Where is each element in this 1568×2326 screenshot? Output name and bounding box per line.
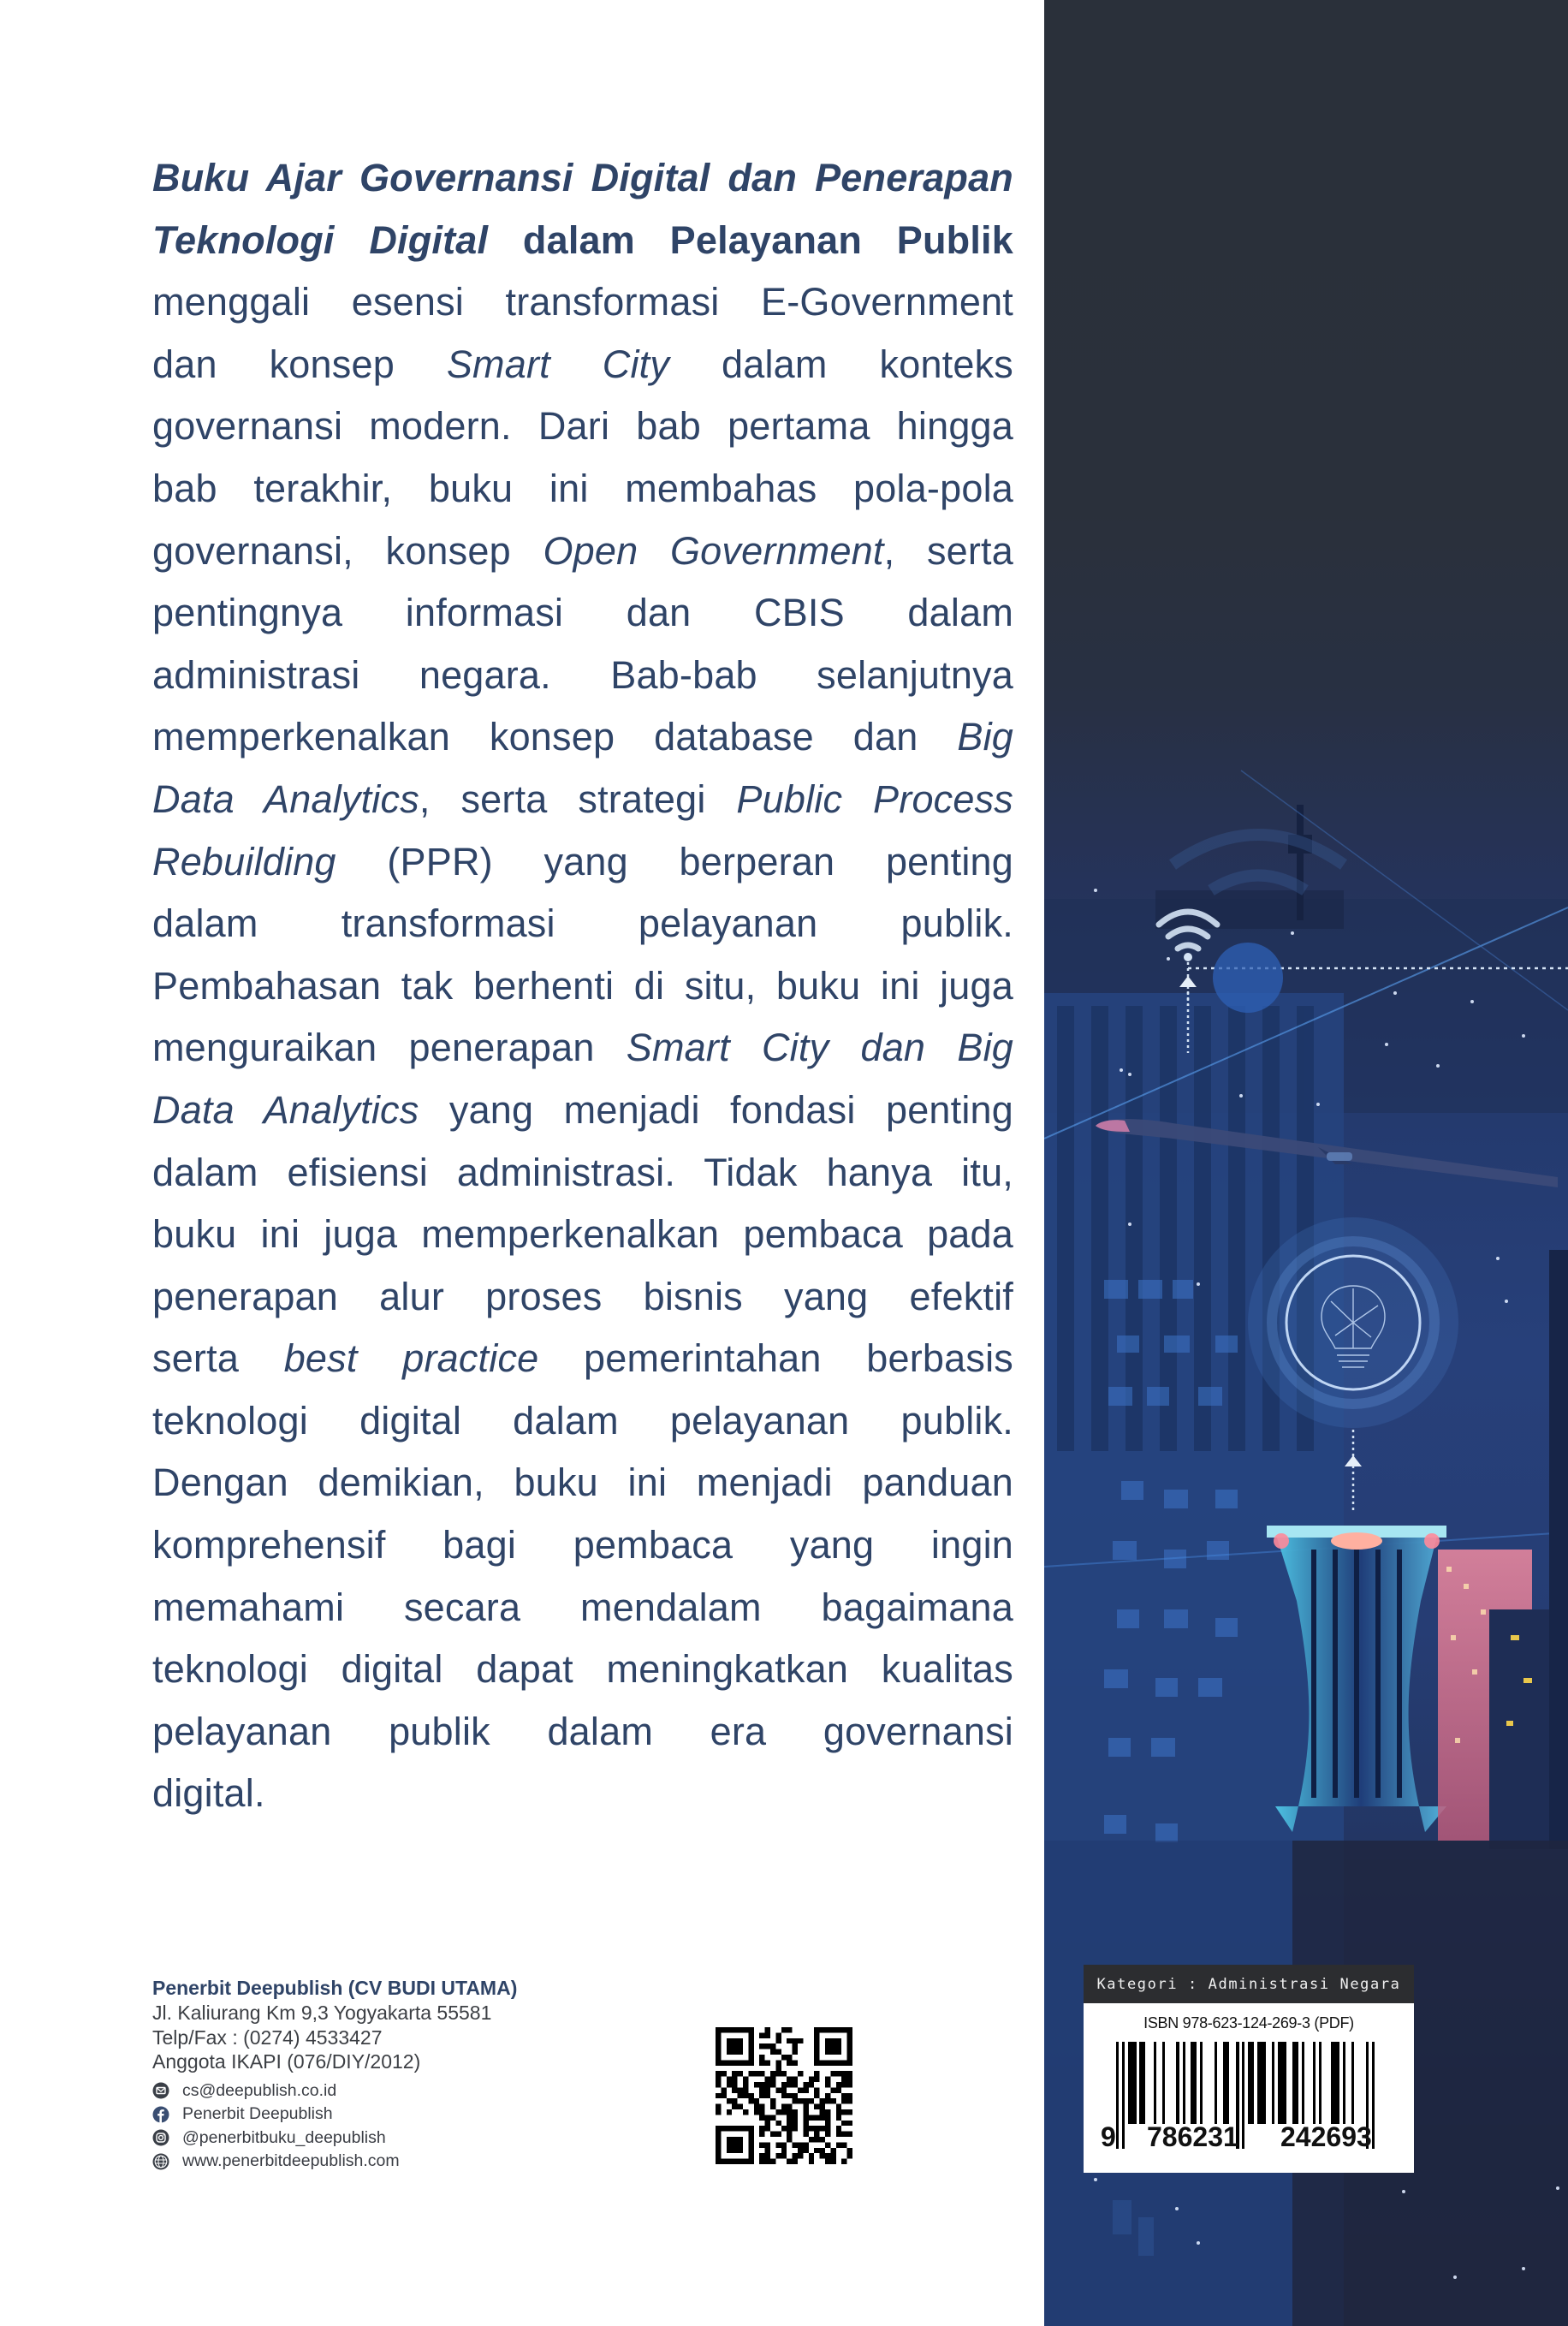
barcode-area bbox=[1084, 2003, 1414, 2173]
description-segment: , serta strategi bbox=[419, 776, 737, 821]
description-line bbox=[152, 334, 1013, 396]
description-line bbox=[152, 210, 1013, 272]
description-line bbox=[152, 1266, 1013, 1329]
description-segment: yang menjadi fondasi penting bbox=[419, 1087, 1014, 1132]
category-band: Kategori : Administrasi Negara bbox=[1084, 1965, 1414, 2003]
contact-facebook[interactable] bbox=[152, 2103, 517, 2127]
qr-code[interactable] bbox=[716, 2027, 852, 2164]
description-line bbox=[152, 1328, 1013, 1390]
instagram-icon bbox=[152, 2129, 169, 2146]
description-line bbox=[152, 1763, 1013, 1825]
description-segment: best practice bbox=[283, 1336, 539, 1381]
publisher-name: Penerbit Deepublish (CV BUDI UTAMA) bbox=[152, 1977, 518, 1999]
publisher-membership: Anggota IKAPI (076/DIY/2012) bbox=[152, 2050, 421, 2073]
description-segment: dalam konteks bbox=[669, 342, 1013, 386]
contact-instagram[interactable] bbox=[152, 2127, 517, 2151]
contact-facebook-text: Penerbit Deepublish bbox=[182, 2104, 333, 2124]
description-segment: Buku Ajar Governansi Digital dan Penerapan bbox=[152, 156, 1013, 199]
description-segment: serta bbox=[152, 1336, 284, 1381]
barcode-digits-left: 786231 bbox=[1147, 2121, 1238, 2152]
description-line bbox=[152, 271, 1013, 334]
description-line bbox=[152, 1204, 1013, 1266]
description-segment: menguraikan penerapan bbox=[152, 1026, 627, 1070]
description-segment: digital. bbox=[152, 1771, 265, 1816]
description-segment: Data Analytics bbox=[152, 776, 419, 821]
barcode-digits-right: 242693 bbox=[1280, 2121, 1372, 2152]
description-line bbox=[152, 893, 1013, 955]
web-icon bbox=[152, 2153, 169, 2170]
description-segment: Data Analytics bbox=[152, 1087, 419, 1132]
description-line bbox=[152, 1514, 1013, 1577]
description-line bbox=[152, 582, 1013, 645]
contact-website[interactable] bbox=[152, 2150, 517, 2174]
description-segment: Open Government bbox=[543, 528, 884, 573]
description-segment: Pembahasan tak berhenti di situ, buku ini juga bbox=[152, 963, 1013, 1008]
description-line bbox=[152, 521, 1013, 583]
description-line bbox=[152, 1390, 1013, 1453]
description-segment: Big bbox=[957, 715, 1013, 759]
description-segment: bab terakhir, buku ini membahas pola-pola bbox=[152, 466, 1013, 510]
description-segment: (PPR) yang berperan penting bbox=[336, 839, 1013, 883]
description-line bbox=[152, 1017, 1013, 1080]
barcode-digit-prefix: 9 bbox=[1101, 2121, 1116, 2152]
description-segment: dalam efisiensi administrasi. Tidak hanya itu, bbox=[152, 1150, 1013, 1194]
contact-instagram-text: @penerbitbuku_deepublish bbox=[182, 2127, 386, 2147]
description-line bbox=[152, 458, 1013, 521]
description-line bbox=[152, 645, 1013, 707]
description-segment: memahami secara mendalam bagaimana bbox=[152, 1585, 1013, 1629]
description-segment: buku ini juga memperkenalkan pembaca pada bbox=[152, 1212, 1013, 1257]
description-segment: pelayanan publik dalam era governansi bbox=[152, 1709, 1013, 1753]
description-line bbox=[152, 1639, 1013, 1701]
contact-website-text: www.penerbitdeepublish.com bbox=[182, 2151, 400, 2171]
description-segment: menggali esensi transformasi E-Government bbox=[152, 280, 1013, 324]
description-segment: pentingnya informasi dan CBIS dalam bbox=[152, 591, 1013, 635]
description-line bbox=[152, 1142, 1013, 1205]
publisher-contacts bbox=[152, 2079, 517, 2174]
description-line bbox=[152, 1080, 1013, 1142]
publisher-info bbox=[152, 1976, 517, 2174]
description-line bbox=[152, 769, 1013, 831]
description-segment: penerapan alur proses bisnis yang efektif bbox=[152, 1274, 1013, 1318]
contact-email-text: cs@deepublish.co.id bbox=[182, 2080, 337, 2100]
contact-email[interactable] bbox=[152, 2079, 517, 2103]
description-line bbox=[152, 1701, 1013, 1764]
description-segment: , serta bbox=[883, 528, 1013, 573]
isbn-label bbox=[1084, 1965, 1414, 2173]
description-line bbox=[152, 147, 1013, 210]
email-icon bbox=[152, 2082, 169, 2099]
description-segment: dalam Pelayanan Publik bbox=[522, 217, 1013, 262]
description-line bbox=[152, 706, 1013, 769]
isbn-number: ISBN 978-623-124-269-3 (PDF) bbox=[1143, 2014, 1354, 2032]
description-segment: Teknologi Digital bbox=[152, 217, 523, 262]
description-segment: administrasi negara. Bab-bab selanjutnya bbox=[152, 652, 1013, 697]
description-line bbox=[152, 955, 1013, 1018]
publisher-phone: Telp/Fax : (0274) 4533427 bbox=[152, 2026, 383, 2049]
description-line bbox=[152, 831, 1013, 894]
description-segment: governansi, konsep bbox=[152, 528, 543, 573]
description-segment: Smart City dan Big bbox=[626, 1026, 1013, 1070]
description-segment: governansi modern. Dari bab pertama hingga bbox=[152, 404, 1013, 449]
description-segment: Public Process bbox=[736, 776, 1013, 821]
publisher-address: Jl. Kaliurang Km 9,3 Yogyakarta 55581 bbox=[152, 2002, 492, 2024]
description-segment: Rebuilding bbox=[152, 839, 336, 883]
description-segment: Dengan demikian, buku ini menjadi panduan bbox=[152, 1460, 1013, 1505]
description-segment: dalam transformasi pelayanan publik. bbox=[152, 901, 1013, 946]
description-line bbox=[152, 1577, 1013, 1639]
book-description bbox=[152, 147, 1013, 1825]
description-segment: pemerintahan berbasis bbox=[538, 1336, 1013, 1381]
facebook-icon bbox=[152, 2106, 169, 2123]
description-segment: komprehensif bagi pembaca yang ingin bbox=[152, 1523, 1013, 1568]
description-segment: memperkenalkan konsep database dan bbox=[152, 715, 958, 759]
description-segment: teknologi digital dalam pelayanan publik. bbox=[152, 1398, 1013, 1443]
description-segment: dan konsep bbox=[152, 342, 447, 386]
description-line bbox=[152, 396, 1013, 458]
description-segment: teknologi digital dapat meningkatkan kualitas bbox=[152, 1647, 1013, 1692]
description-line bbox=[152, 1452, 1013, 1514]
description-segment: Smart City bbox=[446, 342, 670, 386]
